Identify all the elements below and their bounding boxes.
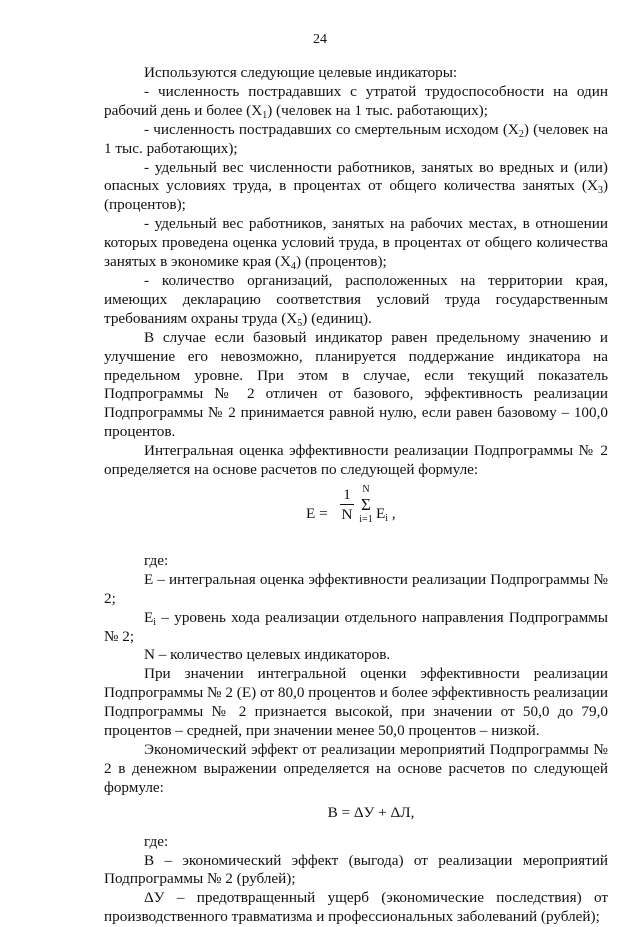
page-number: 24 xyxy=(313,32,327,47)
fraction-numerator: 1 xyxy=(343,485,351,503)
label-where-2: где: xyxy=(144,832,169,850)
definition-delta-u: ΔУ – предотвращенный ущерб (экономические последствия) от производственного травматизма и профессиональных заболеваний (рублей); xyxy=(104,889,608,926)
sigma-symbol: Σ xyxy=(361,494,371,514)
sum-lower-limit: i=1 xyxy=(359,513,373,525)
paragraph-indicators-intro: Используются следующие целевые индикаторы: xyxy=(144,64,458,81)
definition-ei: $E_i$ – уровень хода реализации отдельного направления Подпрограммы № 2; xyxy=(104,608,608,645)
list-item-indicator-3: - удельный вес численности работников, занятых во вредных и (или) опасных условиях труда, в процентах от общего количества занятых $(X_3)$ (процентов); xyxy=(104,158,608,214)
fraction-bar xyxy=(340,504,354,505)
paragraph-efficiency-levels: При значении интегральной оценки эффективности реализации Подпрограммы № 2 (E) от 80,0 процентов и более эффективность реализации Подпрограммы № 2 признается высокой, при значении от 50,0 до 79,0 процентов – средней, при значении менее 50,0 процентов – низкой. xyxy=(104,665,608,740)
paragraph-base-indicator: В случае если базовый индикатор равен предельному значению и улучшение его невозможно, планируется поддержание индикатора на предельном уровне. При этом в случае, если текущий показатель Подпрограммы № 2 отличен от базового, эффективность реализации Подпрограммы № 2 принимается равной нулю, если равен базовому – 100,0 процентов. xyxy=(104,328,608,441)
sum-upper-limit: N xyxy=(362,483,370,495)
list-item-indicator-2: - численность пострадавших со смертельным исходом $(X_2)$ (человек на 1 тыс. работающих); xyxy=(104,120,608,157)
formula-economic-effect: B = ΔУ + ΔЛ, xyxy=(327,803,415,821)
paragraph-integral-estimate: Интегральная оценка эффективности реализации Подпрограммы № 2 определяется на основе расчетов по следующей формуле: xyxy=(104,442,608,479)
fraction-denominator: N xyxy=(341,505,353,523)
definition-n: N – количество целевых индикаторов. xyxy=(144,646,391,664)
list-item-indicator-4: - удельный вес работников, занятых на рабочих местах, в отношении которых проведена оценка условий труда, в процентах от общего количества занятых в экономике края $(X_4)$ (процентов); xyxy=(104,215,608,273)
document-body xyxy=(104,64,608,927)
formula-fraction xyxy=(340,486,354,523)
definition-b: B – экономический эффект (выгода) от реализации мероприятий Подпрограммы № 2 (рублей); xyxy=(104,851,608,888)
list-item-indicator-1: - численность пострадавших с утратой трудоспособности на один рабочий день и более $(X_1)$ (человек на 1 тыс. работающих); xyxy=(104,82,608,121)
list-item-indicator-5: - количество организаций, расположенных на территории края, имеющих декларацию соответствия условий труда государственным требованиям охраны труда $(X_5)$ (единиц). xyxy=(104,271,608,329)
definition-e: E – интегральная оценка эффективности реализации Подпрограммы № 2; xyxy=(104,570,608,607)
label-where-1: где: xyxy=(144,551,169,569)
formula-sum xyxy=(358,484,374,526)
paragraph-economic-effect: Экономический эффект от реализации мероприятий Подпрограммы № 2 в денежном выражении определяется на основе расчетов по следующей формуле: xyxy=(104,741,608,796)
formula-integral-estimate xyxy=(104,484,608,548)
formula-term: $E_i$ , xyxy=(376,504,396,524)
formula-lhs: E = xyxy=(306,504,328,522)
